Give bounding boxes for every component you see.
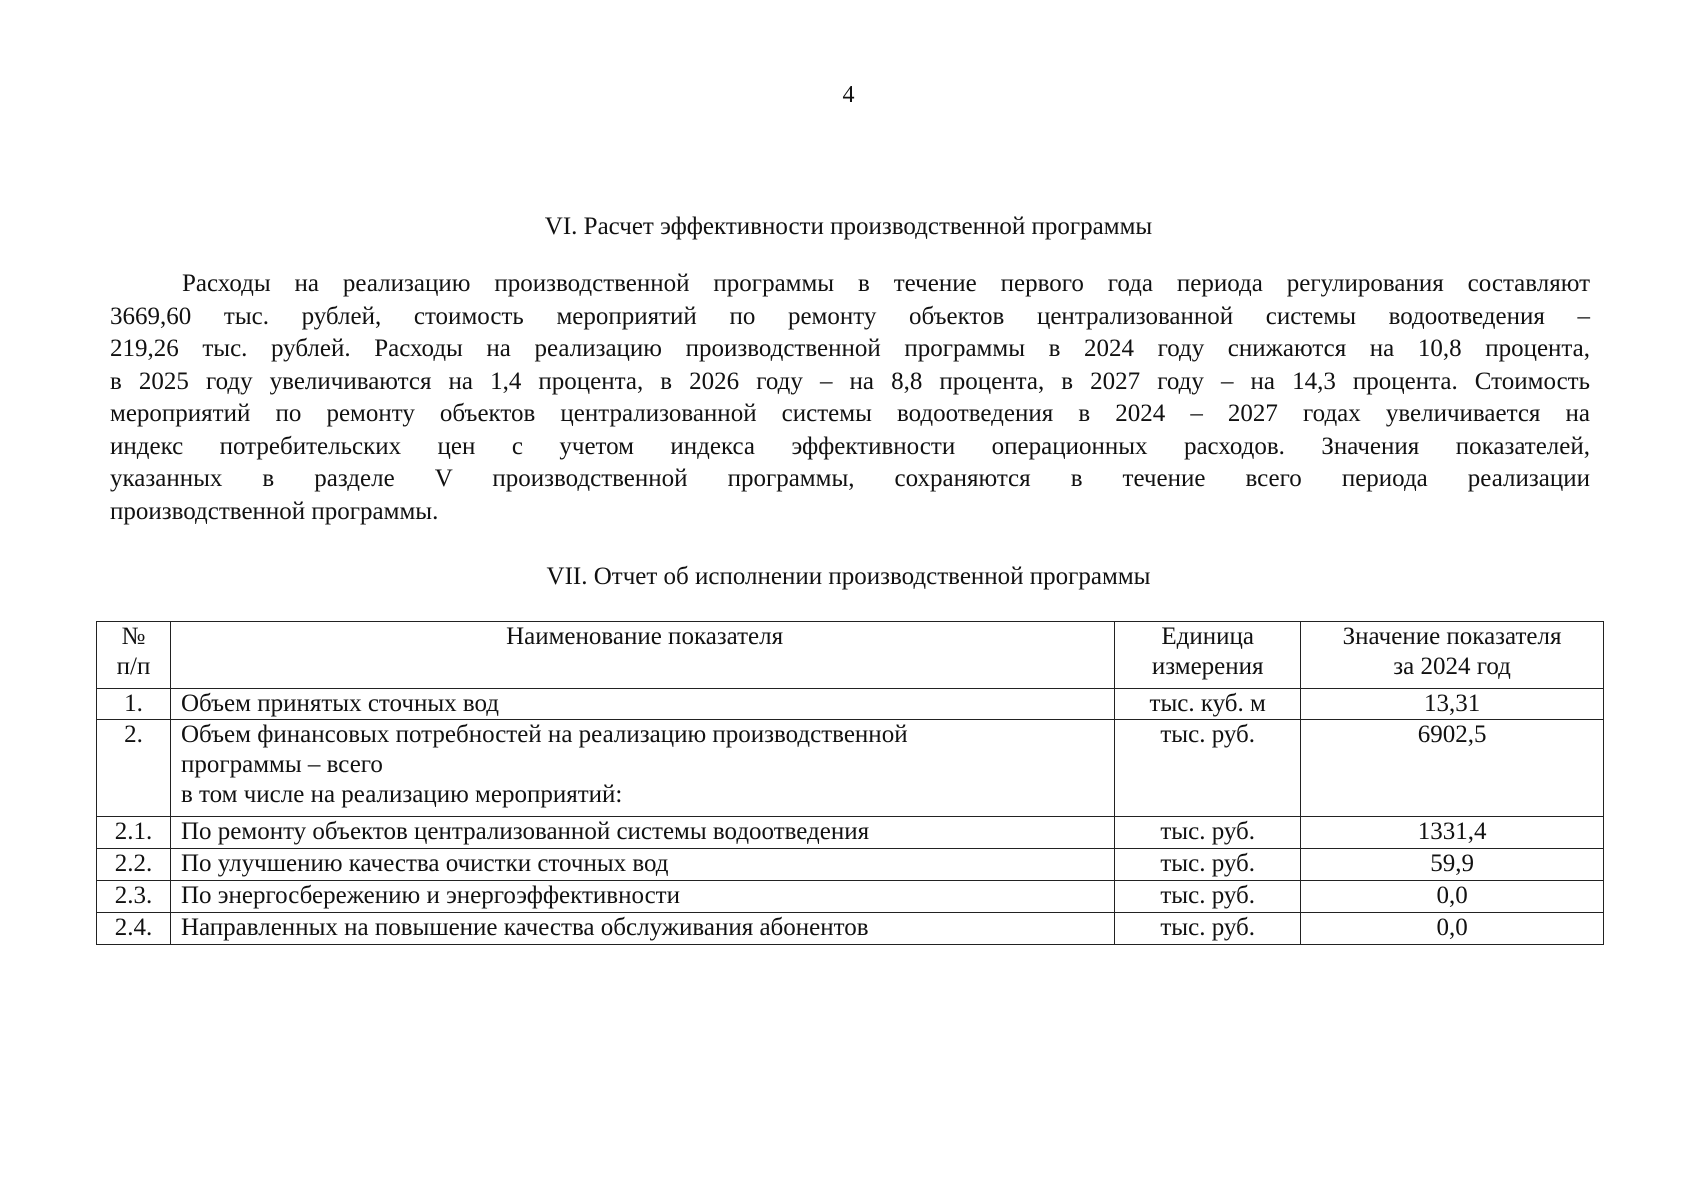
row-name-line: программы – всего <box>180 751 383 778</box>
row-name: По энергосбережению и энергоэффективности <box>170 881 1114 913</box>
header-number-line2: п/п <box>116 653 151 680</box>
row-number: 2. <box>97 720 171 817</box>
table-row <box>97 817 1604 849</box>
report-table <box>96 621 1604 945</box>
row-name: Направленных на повышение качества обслуживания абонентов <box>170 913 1114 945</box>
header-name: Наименование показателя <box>170 622 1114 689</box>
row-name <box>170 720 1114 817</box>
row-number: 2.2. <box>97 849 171 881</box>
section-6-paragraph <box>110 268 1590 528</box>
row-number: 1. <box>97 689 171 720</box>
header-unit-line2: измерения <box>1151 653 1264 680</box>
row-unit: тыс. руб. <box>1115 913 1301 945</box>
header-value-line2: за 2024 год <box>1393 653 1511 680</box>
row-name: По улучшению качества очистки сточных вод <box>170 849 1114 881</box>
row-value: 6902,5 <box>1301 720 1604 817</box>
row-name-line: в том числе на реализацию мероприятий: <box>180 781 623 808</box>
row-name: Объем принятых сточных вод <box>170 689 1114 720</box>
row-unit: тыс. куб. м <box>1115 689 1301 720</box>
page-number: 4 <box>842 82 855 108</box>
row-name-line: Объем финансовых потребностей на реализацию производственной <box>180 721 908 748</box>
table-row <box>97 881 1604 913</box>
section-7-title: VII. Отчет об исполнении производственной программы <box>546 563 1151 590</box>
row-value: 0,0 <box>1301 881 1604 913</box>
paragraph-line: 3669,60 тыс. рублей, стоимость мероприятий по ремонту объектов централизованной системы водоотведения – <box>110 302 1590 330</box>
header-number <box>97 622 171 689</box>
paragraph-line: производственной программы. <box>110 497 439 525</box>
table-row <box>97 913 1604 945</box>
table-row <box>97 849 1604 881</box>
paragraph-line: мероприятий по ремонту объектов централизованной системы водоотведения в 2024 – 2027 годах увеличивается на <box>110 400 1590 427</box>
table-row <box>97 720 1604 817</box>
paragraph-line: Расходы на реализацию производственной программы в течение первого года периода регулирования составляют <box>182 270 1590 297</box>
header-unit-line1: Единица <box>1161 623 1254 650</box>
row-unit: тыс. руб. <box>1115 817 1301 849</box>
header-value-line1: Значение показателя <box>1342 623 1562 650</box>
row-value: 59,9 <box>1301 849 1604 881</box>
row-unit: тыс. руб. <box>1115 849 1301 881</box>
paragraph-line: 219,26 тыс. рублей. Расходы на реализацию производственной программы в 2024 году снижаются на 10,8 процента, <box>110 335 1590 362</box>
row-value: 13,31 <box>1301 689 1604 720</box>
row-value: 1331,4 <box>1301 817 1604 849</box>
paragraph-line: в 2025 году увеличиваются на 1,4 процента, в 2026 году – на 8,8 процента, в 2027 году – на 14,3 процента. Стоимость <box>110 367 1590 395</box>
table-row <box>97 689 1604 720</box>
row-name: По ремонту объектов централизованной системы водоотведения <box>170 817 1114 849</box>
header-number-line1: № <box>121 623 146 650</box>
section-6-title: VI. Расчет эффективности производственной программы <box>544 213 1153 240</box>
paragraph-line: индекс потребительских цен с учетом индекса эффективности операционных расходов. Значения показателей, <box>110 432 1590 460</box>
row-unit: тыс. руб. <box>1115 881 1301 913</box>
row-number: 2.3. <box>97 881 171 913</box>
header-value <box>1301 622 1604 689</box>
table-header-row <box>97 622 1604 689</box>
row-number: 2.1. <box>97 817 171 849</box>
paragraph-line: указанных в разделе V производственной программы, сохраняются в течение всего периода реализации <box>110 465 1590 492</box>
row-value: 0,0 <box>1301 913 1604 945</box>
row-unit: тыс. руб. <box>1115 720 1301 817</box>
header-unit <box>1115 622 1301 689</box>
row-number: 2.4. <box>97 913 171 945</box>
